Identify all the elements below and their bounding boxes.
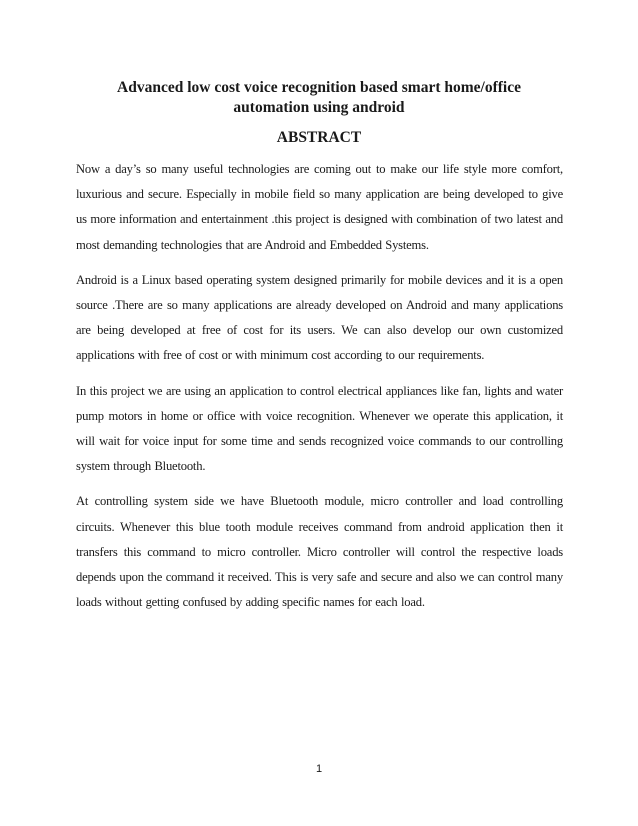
title-line-1: Advanced low cost voice recognition based smart home/office <box>117 79 521 96</box>
paragraph: In this project we are using an application to control electrical appliances like fan, lights and water pump motors in home or office with voice recognition. Whenever we operate this application, it will wait for voice input for some time and sends recognized voice commands to our controlling system through Bluetooth. <box>76 383 563 474</box>
title-line-2: automation using android <box>233 99 405 116</box>
paragraph: At controlling system side we have Bluetooth module, micro controller and load controlling circuits. Whenever this blue tooth module receives command from android application then it transfers this command to micro controller. Micro controller will control the respective loads depends upon the command it received. This is very safe and secure and also we can control many loads without getting confused by adding specific names for each load. <box>76 494 563 610</box>
paragraph: Now a day’s so many useful technologies are coming out to make our life style more comfort, luxurious and secure. Especially in mobile field so many application are being developed to give us more information and entertainment .this project is designed with combination of two latest and most demanding technologies that are Android and Embedded Systems. <box>76 162 563 252</box>
abstract-heading: ABSTRACT <box>276 129 362 146</box>
document-title <box>60 78 578 118</box>
abstract-body <box>76 157 563 625</box>
paragraph: Android is a Linux based operating system designed primarily for mobile devices and it is a open source .There are so many applications are already developed on Android and many applications are being developed at free of cost for its users. We can also develop our own customized applications with free of cost or with minimum cost according to our requirements. <box>76 272 563 363</box>
page-number: 1 <box>315 763 323 775</box>
